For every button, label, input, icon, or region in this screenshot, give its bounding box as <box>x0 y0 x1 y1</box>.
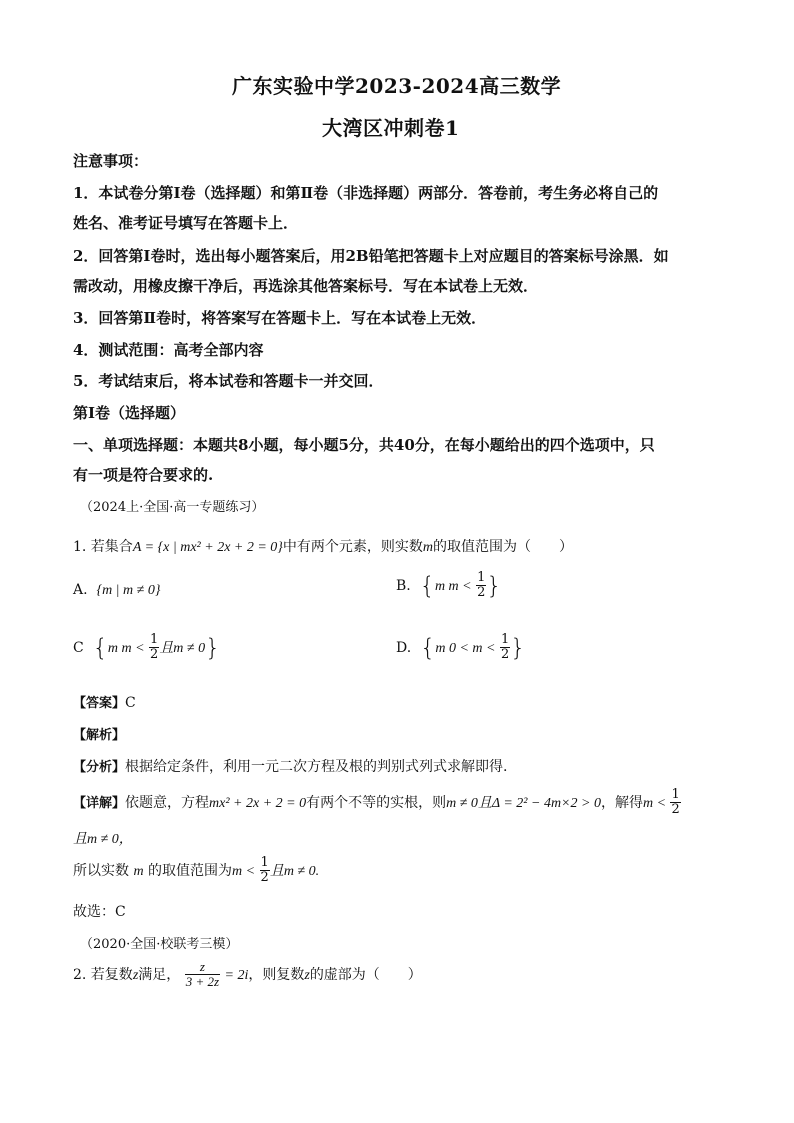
fraction-one-half <box>500 633 510 663</box>
q2-stem-end: 的虚部为（ ） <box>309 966 422 983</box>
q2-source: （2020·全国·校联考三模） <box>80 937 239 952</box>
fraction-numerator: 1 <box>671 787 680 802</box>
q2-var-z: z <box>132 967 139 983</box>
xj-line3-ineq: m < <box>232 863 256 879</box>
xiangjie-equation: mx² + 2x + 2 = 0 <box>209 795 307 811</box>
xiangjie-condition: m ≠ 0且Δ = 2² − 4m×2 > 0 <box>446 795 601 811</box>
q1-xiangjie <box>73 788 681 818</box>
fraction-one-half <box>476 571 486 601</box>
notes-item-4: 4．测试范围：高考全部内容 <box>73 341 264 359</box>
notes-item-1a: 1．本试卷分第Ⅰ卷（选择题）和第Ⅱ卷（非选择题）两部分．答卷前，考生务必将自己的 <box>73 184 659 202</box>
fenxi-text: 根据给定条件，利用一元二次方程及根的判别式列式求解即得. <box>125 759 508 775</box>
fraction-denominator: 2 <box>671 802 680 818</box>
q1-var-m: m <box>422 540 434 555</box>
q1-fenxi <box>73 756 507 776</box>
notes-heading: 注意事项： <box>73 152 149 170</box>
notes-item-3: 3．回答第Ⅱ卷时，将答案写在答题卡上．写在本试卷上无效． <box>73 309 487 327</box>
answer-tag: 【答案】 <box>73 696 126 711</box>
part-heading: 第Ⅰ卷（选择题） <box>73 404 186 422</box>
q1-analysis-heading <box>73 724 125 743</box>
fraction-denominator: 2 <box>150 647 159 663</box>
q1-choose: 故选：C <box>73 904 126 920</box>
q1-answer <box>73 692 136 711</box>
fraction-one-half <box>260 856 270 886</box>
brace-open: { <box>420 633 436 662</box>
xiangjie-tag: 【详解】 <box>73 795 126 811</box>
q1-stem-prefix: 1. 若集合 <box>73 539 133 555</box>
fraction-one-half <box>149 633 159 663</box>
xj-line3-prefix: 所以实数 <box>73 862 129 879</box>
q1-source: （2024上·全国·高一专题练习） <box>80 500 265 515</box>
q1-option-b-expr: m m < <box>434 578 472 594</box>
q2-stem-prefix: 2. 若复数 <box>73 966 133 983</box>
q2-fraction-numerator: z <box>199 959 205 974</box>
q1-option-d-label: D. <box>396 639 412 656</box>
section-intro-b: 有一项是符合要求的. <box>73 466 214 484</box>
brace-open: { <box>92 633 108 662</box>
fraction-numerator: 1 <box>150 632 159 647</box>
brace-close: } <box>486 571 502 600</box>
q2-stem-suffix: ，则复数 <box>248 966 305 983</box>
answer-value: C <box>125 695 136 711</box>
q1-option-d-expr: m 0 < m < <box>435 640 496 656</box>
fenxi-tag: 【分析】 <box>73 760 126 775</box>
brace-open: { <box>419 571 435 600</box>
q2-stem-mid: 满足， <box>138 966 181 983</box>
q1-set-expression: A = {x | mx² + 2x + 2 = 0} <box>132 540 283 555</box>
xj-line3-var: m <box>133 863 144 879</box>
notes-item-2b: 需改动，用橡皮擦干净后，再选涂其他答案标号．写在本试卷上无效． <box>73 277 539 295</box>
q2-equation-rhs: = 2i <box>224 967 249 983</box>
brace-close: } <box>205 633 221 662</box>
q1-option-b <box>396 571 502 601</box>
xj-line3-mid: 的取值范围为 <box>148 862 233 879</box>
fraction-numerator: 1 <box>500 632 510 647</box>
q1-option-a <box>73 582 160 599</box>
q2-fraction <box>185 960 220 990</box>
q1-option-c-label: C <box>73 639 84 656</box>
q1-xiangjie-line-2: 且m ≠ 0， <box>73 832 133 847</box>
fraction-numerator: 1 <box>260 855 269 870</box>
title-line-2: 大湾区冲刺卷1 <box>322 116 460 140</box>
title-line-1: 广东实验中学2023-2024高三数学 <box>232 74 562 98</box>
xiangjie-text-2: 有两个不等的实根，则 <box>306 794 447 811</box>
q1-option-d <box>396 633 526 663</box>
notes-item-2a: 2．回答第Ⅰ卷时，选出每小题答案后，用2B铅笔把答题卡上对应题目的答案标号涂黑．如 <box>73 247 669 265</box>
fraction-denominator: 2 <box>260 870 269 886</box>
q1-xiangjie-line-3 <box>73 856 319 886</box>
q1-stem-end: 的取值范围为（ ） <box>433 539 574 555</box>
notes-item-5: 5．考试结束后，将本试卷和答题卡一并交回． <box>73 372 384 390</box>
q1-option-b-label: B. <box>396 577 411 594</box>
xj-line3-post: 且m ≠ 0. <box>269 863 320 879</box>
q2-stem <box>73 960 422 990</box>
q1-option-c-expr: m m < <box>107 640 145 656</box>
q2-var-z-2: z <box>304 967 310 983</box>
xiangjie-text-3: ，解得 <box>600 794 643 811</box>
q1-option-a-expr: {m | m ≠ 0} <box>96 583 161 598</box>
q1-option-a-label: A. <box>73 582 88 598</box>
notes-item-1b: 姓名、准考证号填写在答题卡上． <box>73 214 299 232</box>
section-intro-a: 一、单项选择题：本题共8小题，每小题5分，共40分，在每小题给出的四个选项中，只 <box>73 436 655 454</box>
q1-stem-suffix: 中有两个元素，则实数 <box>282 539 423 555</box>
q1-option-c <box>73 633 220 663</box>
q1-option-c-cond: 且m ≠ 0 <box>159 640 206 656</box>
q1-stem <box>73 536 573 556</box>
xiangjie-inequality: m < <box>642 795 667 811</box>
fraction-denominator: 2 <box>477 585 486 601</box>
brace-close: } <box>510 633 526 662</box>
xiangjie-text-1: 依题意，方程 <box>125 794 210 811</box>
analysis-tag: 【解析】 <box>73 728 126 743</box>
fraction-denominator: 2 <box>500 647 510 663</box>
fraction-numerator: 1 <box>477 570 486 585</box>
q2-fraction-denominator: 3 + 2z <box>185 974 220 990</box>
fraction-one-half <box>670 788 680 818</box>
